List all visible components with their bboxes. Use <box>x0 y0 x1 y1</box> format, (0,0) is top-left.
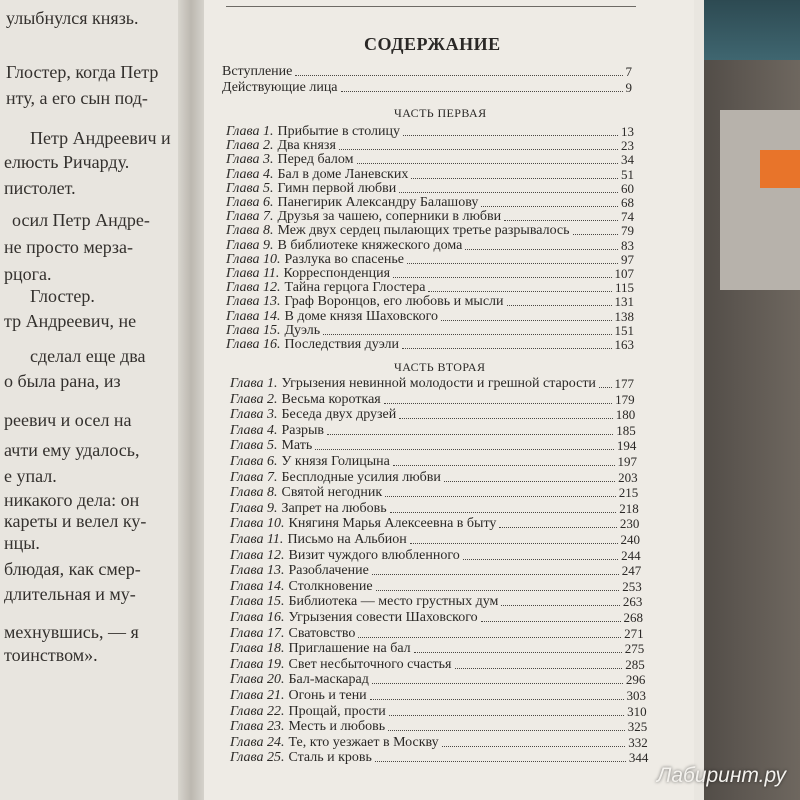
toc-entry <box>230 438 636 454</box>
chapter-title: Сватовство <box>288 625 356 641</box>
chapter-number: Глава 9. <box>230 500 278 516</box>
leader-dots <box>393 266 611 278</box>
chapter-title: Угрызения невинной молодости и грешной старости <box>281 376 596 391</box>
page-number: 7 <box>625 64 632 79</box>
leader-dots <box>372 563 619 575</box>
toc-entry <box>230 485 638 501</box>
chapter-title: Сталь и кровь <box>288 750 372 766</box>
page-number: 97 <box>621 251 634 267</box>
left-page-line: нту, а его сын под- <box>6 88 148 108</box>
chapter-title: Дуэль <box>284 322 321 338</box>
page-number: 271 <box>624 625 644 641</box>
chapter-title: Разрыв <box>281 422 325 438</box>
chapter-title: Друзья за чашею, соперники в любви <box>277 209 502 225</box>
chapter-number: Глава 16. <box>230 610 285 625</box>
leader-dots <box>357 152 619 164</box>
chapter-title: Те, кто уезжает в Москву <box>288 734 439 750</box>
leader-dots <box>399 181 618 193</box>
page-number: 310 <box>627 703 647 719</box>
left-page-line: сделал еще два <box>30 346 146 366</box>
leader-dots <box>481 195 618 207</box>
chapter-title: У князя Голицына <box>281 454 390 469</box>
leader-dots <box>504 209 618 221</box>
page-number: 79 <box>621 223 634 239</box>
chapter-title: Прощай, прости <box>288 703 386 719</box>
chapter-number: Глава 24. <box>230 734 285 750</box>
chapter-number: Глава 11. <box>226 266 280 281</box>
toc-entry <box>230 735 648 751</box>
cover-light-panel <box>720 110 800 290</box>
leader-dots <box>327 423 613 435</box>
leader-dots <box>376 579 620 591</box>
chapter-title: В библиотеке княжеского дома <box>277 237 463 253</box>
toc-entry <box>230 704 647 720</box>
cover-orange-block <box>760 150 800 188</box>
chapter-title: Бал в доме Ланевских <box>277 166 409 182</box>
chapter-number: Глава 2. <box>230 391 278 407</box>
page-number: 247 <box>621 563 642 579</box>
leader-dots <box>390 501 617 513</box>
leader-dots <box>389 704 624 716</box>
chapter-number: Глава 3. <box>226 152 274 168</box>
page-number: 163 <box>614 337 634 352</box>
toc-entry <box>226 337 634 353</box>
toc-entry <box>230 750 648 766</box>
chapter-number: Глава 23. <box>230 719 285 735</box>
left-page-line: не просто мерза- <box>4 237 134 257</box>
toc-entry <box>230 657 645 673</box>
chapter-title: Весьма короткая <box>281 391 381 407</box>
page-number: 23 <box>621 138 634 154</box>
chapter-number: Глава 22. <box>230 703 285 719</box>
chapter-title: Разлука во спасенье <box>284 251 404 267</box>
chapter-number: Глава 8. <box>226 223 274 239</box>
watermark-logo: Лабиринт.ру <box>656 764 786 787</box>
leader-dots <box>573 223 618 235</box>
left-page-line: осил Петр Андре- <box>12 210 150 230</box>
chapter-number: Глава 10. <box>226 251 281 267</box>
chapter-title: Прибытие в столицу <box>277 124 400 139</box>
page-top-rule <box>226 6 636 7</box>
chapter-title: Гимн первой любви <box>277 180 397 196</box>
chapter-number: Глава 1. <box>230 376 278 391</box>
leader-dots <box>295 64 622 76</box>
left-page-line: реевич и осел на <box>4 410 132 430</box>
page-number: 275 <box>624 641 645 657</box>
chapter-number: Глава 16. <box>226 337 281 352</box>
toc-entry <box>230 470 638 486</box>
page-number: 83 <box>621 237 634 253</box>
chapter-number: Глава 14. <box>230 578 285 594</box>
toc-entry <box>222 64 632 80</box>
chapter-title: В доме князя Шаховского <box>284 308 438 324</box>
chapter-title: Угрызения совести Шаховского <box>288 610 478 625</box>
chapter-number: Глава 9. <box>226 237 274 253</box>
page-number: 203 <box>618 469 638 485</box>
left-page-line: нцы. <box>4 533 40 553</box>
chapter-title: Мать <box>281 438 313 454</box>
chapter-number: Глава 12. <box>226 280 281 296</box>
chapter-title: Корреспонденция <box>283 266 391 281</box>
left-page-line: ачти ему удалось, <box>4 440 140 460</box>
toc-entry <box>230 563 641 579</box>
page-number: 131 <box>614 294 634 310</box>
chapter-number: Глава 11. <box>230 532 284 547</box>
chapter-title: Приглашение на бал <box>288 641 411 657</box>
leader-dots <box>507 294 612 306</box>
left-page-line: длительная и му- <box>4 584 136 604</box>
leader-dots <box>428 280 612 292</box>
leader-dots <box>410 532 618 544</box>
page-number: 263 <box>622 594 643 610</box>
left-page-line: Глостер. <box>30 286 95 306</box>
chapter-title: Тайна герцога Глостера <box>284 280 426 296</box>
chapter-number: Глава 6. <box>230 454 278 469</box>
left-page-line: мехнувшись, — я <box>4 622 139 642</box>
left-page-line: улыбнулся князь. <box>6 8 139 28</box>
toc-entry <box>230 407 635 423</box>
part-heading: ЧАСТЬ ПЕРВАЯ <box>394 106 487 120</box>
chapter-number: Глава 7. <box>226 209 274 225</box>
page-number: 107 <box>614 266 634 281</box>
chapter-title: Разоблачение <box>288 563 369 579</box>
leader-dots <box>388 719 625 731</box>
toc-entry <box>230 548 641 564</box>
chapter-title: Действующие лица <box>222 80 338 95</box>
page-number: 197 <box>617 454 637 469</box>
chapter-number: Глава 5. <box>226 180 274 196</box>
leader-dots <box>323 323 611 335</box>
page-number: 34 <box>621 152 634 168</box>
toc-entry <box>230 501 639 517</box>
left-page <box>0 0 178 800</box>
chapter-title: Панегирик Александру Балашову <box>277 195 479 210</box>
chapter-number: Глава 13. <box>230 563 285 579</box>
page-number: 230 <box>619 516 640 532</box>
page-number: 244 <box>621 547 641 563</box>
chapter-title: Огонь и тени <box>288 688 367 703</box>
part-heading: ЧАСТЬ ВТОРАЯ <box>394 360 486 374</box>
chapter-title: Визит чуждого влюбленного <box>288 547 460 563</box>
chapter-title: Два князя <box>277 138 336 154</box>
page-number: 218 <box>619 500 639 516</box>
chapter-number: Глава 7. <box>230 469 278 485</box>
leader-dots <box>358 626 621 638</box>
chapter-number: Глава 14. <box>226 308 281 324</box>
leader-dots <box>399 407 612 419</box>
left-page-line: рцога. <box>4 264 52 284</box>
leader-dots <box>315 438 614 450</box>
chapter-title: Месть и любовь <box>288 719 386 735</box>
chapter-number: Глава 20. <box>230 672 285 688</box>
page-number: 151 <box>614 322 634 338</box>
leader-dots <box>385 485 615 497</box>
cover-teal-band <box>694 0 800 60</box>
page-number: 74 <box>621 209 634 225</box>
chapter-title: Вступление <box>222 64 293 79</box>
leader-dots <box>444 470 615 482</box>
page-number: 51 <box>621 166 634 182</box>
page-number: 179 <box>615 391 635 407</box>
left-page-line: елюсть Ричарду. <box>4 152 130 172</box>
toc-entry <box>230 532 640 548</box>
chapter-title: Граф Воронцов, его любовь и мысли <box>284 294 504 310</box>
left-page-line: о была рана, из <box>4 371 121 391</box>
page-number: 180 <box>615 407 636 423</box>
chapter-title: Бал-маскарад <box>288 672 369 688</box>
toc-entry <box>230 392 635 408</box>
page-number: 177 <box>614 376 634 391</box>
chapter-title: Святой негодник <box>281 485 383 501</box>
page-number: 296 <box>625 672 646 688</box>
chapter-title: Письмо на Альбион <box>287 532 407 547</box>
toc-entry <box>230 719 647 735</box>
chapter-number: Глава 12. <box>230 547 285 563</box>
page-number: 325 <box>627 719 648 735</box>
chapter-title: Бесплодные усилия любви <box>281 469 441 485</box>
left-page-line: Глостер, когда Петр <box>6 62 159 82</box>
cover-page-edge <box>694 0 704 800</box>
chapter-title: Княгиня Марья Алексеевна в быту <box>288 516 497 532</box>
leader-dots <box>402 337 611 349</box>
leader-dots <box>465 238 618 250</box>
left-page-line: тр Андреевич, не <box>4 311 137 331</box>
leader-dots <box>455 657 623 669</box>
chapter-title: Перед балом <box>277 152 354 168</box>
page-number: 138 <box>614 308 634 324</box>
page-number: 194 <box>616 438 637 454</box>
left-page-line: Петр Андреевич и <box>30 128 171 148</box>
page-number: 303 <box>626 688 646 703</box>
left-page-line: кареты и велел ку- <box>4 511 147 531</box>
leader-dots <box>384 392 612 404</box>
toc-entry <box>230 423 636 439</box>
left-page-line: е упал. <box>4 466 57 486</box>
toc-title: СОДЕРЖАНИЕ <box>364 34 501 54</box>
leader-dots <box>411 167 618 179</box>
chapter-number: Глава 8. <box>230 485 278 501</box>
page-number: 13 <box>621 124 634 139</box>
chapter-number: Глава 5. <box>230 438 278 454</box>
leader-dots <box>442 735 626 747</box>
leader-dots <box>463 548 618 560</box>
page-number: 253 <box>622 578 642 594</box>
chapter-number: Глава 13. <box>226 294 281 310</box>
page-number: 9 <box>625 80 632 95</box>
left-page-line: никакого дела: он <box>4 490 140 510</box>
chapter-number: Глава 4. <box>230 422 278 438</box>
toc-entry <box>230 579 642 595</box>
leader-dots <box>375 750 626 762</box>
leader-dots <box>599 376 612 388</box>
page-number: 344 <box>628 750 649 766</box>
toc-entry <box>230 688 646 704</box>
chapter-number: Глава 15. <box>230 594 285 610</box>
chapter-title: Меж двух сердец пылающих третье разрывалось <box>277 223 570 239</box>
chapter-number: Глава 2. <box>226 138 274 154</box>
leader-dots <box>407 252 618 264</box>
chapter-number: Глава 17. <box>230 625 285 641</box>
chapter-number: Глава 25. <box>230 750 285 766</box>
toc-entry <box>230 610 643 626</box>
page-number: 240 <box>620 532 640 547</box>
chapter-number: Глава 18. <box>230 641 285 657</box>
leader-dots <box>414 641 622 653</box>
page-number: 215 <box>618 485 639 501</box>
page-number: 185 <box>616 422 636 438</box>
page-number: 115 <box>614 280 634 296</box>
page-number: 268 <box>623 610 643 625</box>
chapter-number: Глава 21. <box>230 688 285 703</box>
chapter-title: Беседа двух друзей <box>281 407 397 423</box>
chapter-number: Глава 19. <box>230 656 285 672</box>
toc-entry <box>230 376 634 392</box>
toc-entry <box>230 626 644 642</box>
chapter-number: Глава 6. <box>226 195 274 210</box>
leader-dots <box>441 309 612 321</box>
leader-dots <box>481 610 621 622</box>
leader-dots <box>501 594 620 606</box>
toc-entry <box>230 454 637 470</box>
toc-entry <box>230 516 639 532</box>
chapter-title: Библиотека — место грустных дум <box>288 594 499 610</box>
chapter-number: Глава 10. <box>230 516 285 532</box>
leader-dots <box>499 516 617 528</box>
chapter-number: Глава 4. <box>226 166 274 182</box>
chapter-number: Глава 1. <box>226 124 274 139</box>
page-number: 68 <box>621 195 634 210</box>
chapter-title: Последствия дуэли <box>284 337 400 352</box>
book-gutter <box>178 0 204 800</box>
leader-dots <box>403 124 618 136</box>
chapter-number: Глава 3. <box>230 407 278 423</box>
toc-entry <box>230 672 645 688</box>
chapter-title: Столкновение <box>288 578 373 594</box>
toc-entry <box>230 641 644 657</box>
right-page <box>204 0 694 800</box>
left-page-line: тоинством». <box>4 645 98 665</box>
page-number: 285 <box>625 656 645 672</box>
left-page-line: блюдая, как смер- <box>4 559 141 579</box>
page-number: 60 <box>621 180 634 196</box>
toc-entry <box>230 594 642 610</box>
chapter-title: Запрет на любовь <box>281 500 387 516</box>
left-page-line: пистолет. <box>4 178 76 198</box>
leader-dots <box>339 138 618 150</box>
leader-dots <box>372 672 623 684</box>
leader-dots <box>370 688 624 700</box>
chapter-title: Свет несбыточного счастья <box>288 656 452 672</box>
leader-dots <box>393 454 615 466</box>
leader-dots <box>341 80 623 92</box>
chapter-number: Глава 15. <box>226 322 281 338</box>
page-number: 332 <box>628 734 648 750</box>
toc-entry <box>222 80 632 96</box>
